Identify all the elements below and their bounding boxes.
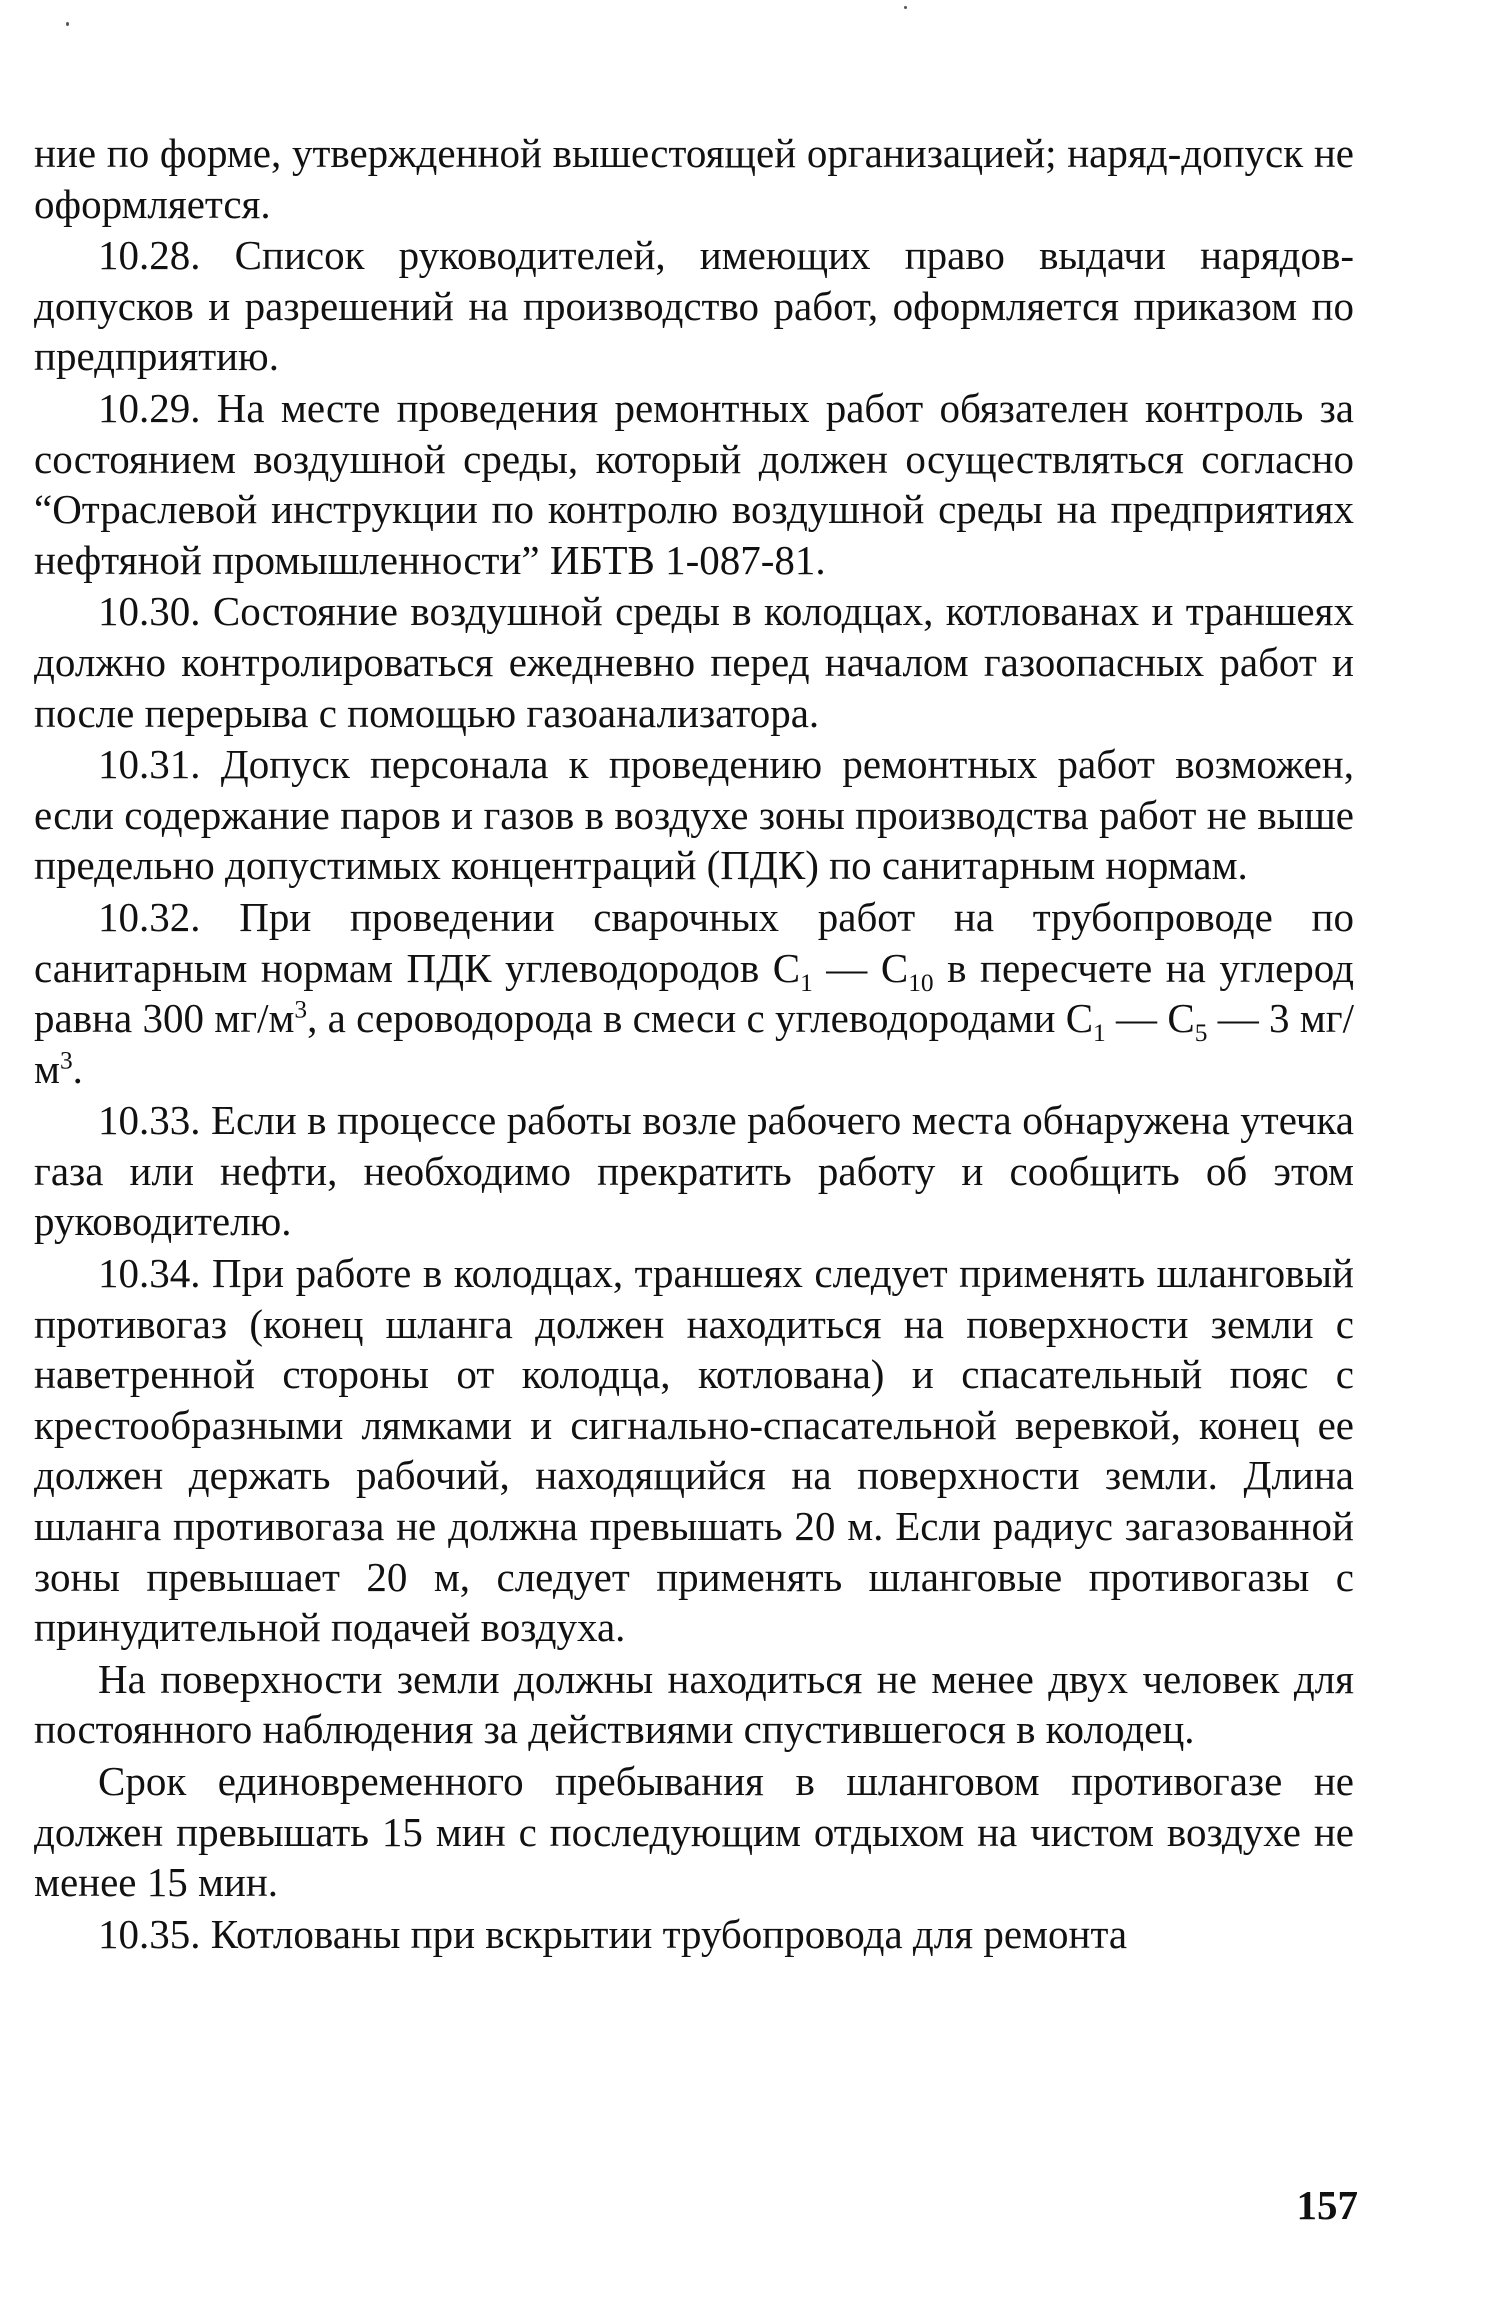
superscript: 3 xyxy=(59,1046,73,1075)
paragraph-surface-observers: На поверхности земли должны находиться не менее двух человек для постоянного наблюдения за действиями спустившегося в колодец. xyxy=(34,1655,1354,1753)
scan-speck xyxy=(904,6,907,9)
paragraph-10-31: 10.31. Допуск персонала к проведению ремонтных работ возможен, если содержание паров и газов в воздухе зоны производства работ не выше предельно допустимых концентраций (ПДК) по санитарным нормам. xyxy=(34,741,1354,889)
text-run: в пересчете на углерод равна 300 мг/м xyxy=(34,944,1354,1042)
text-run: — C xyxy=(1105,995,1195,1042)
paragraph-time-limit: Срок единовременного пребывания в шланговом противогазе не должен превышать 15 мин с последующим отдыхом на чистом воздухе не менее 15 мин. xyxy=(34,1758,1354,1906)
scan-speck xyxy=(66,22,69,26)
subscript: 1 xyxy=(800,968,813,997)
subscript: 5 xyxy=(1194,1019,1208,1048)
text-run: — 3 мг/м xyxy=(34,995,1354,1092)
text-run: . xyxy=(72,1045,83,1092)
text-run: 10.32. При проведении сварочных работ на трубопроводе по санитарным нормам ПДК углеводородов C xyxy=(34,893,1354,991)
text-run: , а сероводорода в смеси с углеводородами C xyxy=(307,995,1094,1042)
paragraph-10-33: 10.33. Если в процессе работы возле рабочего места обнаружена утечка газа или нефти, необходимо прекратить работу и сообщить об этом руководителю. xyxy=(34,1097,1354,1245)
paragraph-10-29: 10.29. На месте проведения ремонтных работ обязателен контроль за состоянием воздушной среды, который должен осуществляться согласно “Отраслевой инструкции по контролю воздушной среды на предприятиях нефтяной промышленности” ИБТВ 1-087-81. xyxy=(34,384,1354,583)
text-run: — C xyxy=(812,944,909,991)
superscript: 3 xyxy=(294,995,308,1024)
subscript: 1 xyxy=(1093,1019,1106,1048)
paragraph-10-28: 10.28. Список руководителей, имеющих право выдачи нарядов-допусков и разрешений на производство работ, оформляется приказом по предприятию. xyxy=(34,232,1354,380)
paragraph-10-34: 10.34. При работе в колодцах, траншеях следует применять шланговый противогаз (конец шланга должен находиться на поверхности земли с наветренной стороны от колодца, котлована) и спасательный пояс с крестообразными лямками и сигнально-спасательной веревкой, конец ее должен держать рабочий, находящийся на поверхности земли. Длина шланга противогаза не должна превышать 20 м. Если радиус загазованной зоны превышает 20 м, следует применять шланговые противогазы с принудительной подачей воздуха. xyxy=(34,1250,1354,1651)
paragraph-10-32 xyxy=(34,892,1354,1094)
body-text xyxy=(34,128,1354,1960)
paragraph-10-35: 10.35. Котлованы при вскрытии трубопровода для ремонта xyxy=(98,1910,1128,1957)
paragraph-10-30: 10.30. Состояние воздушной среды в колодцах, котлованах и траншеях должно контролироваться ежедневно перед началом газоопасных работ и после перерыва с помощью газоанализатора. xyxy=(34,588,1354,736)
paragraph-continued: ние по форме, утвержденной вышестоящей организацией; наряд-допуск не оформляется. xyxy=(34,130,1354,227)
subscript: 10 xyxy=(908,968,934,997)
page-number: 157 xyxy=(1296,2182,1358,2228)
